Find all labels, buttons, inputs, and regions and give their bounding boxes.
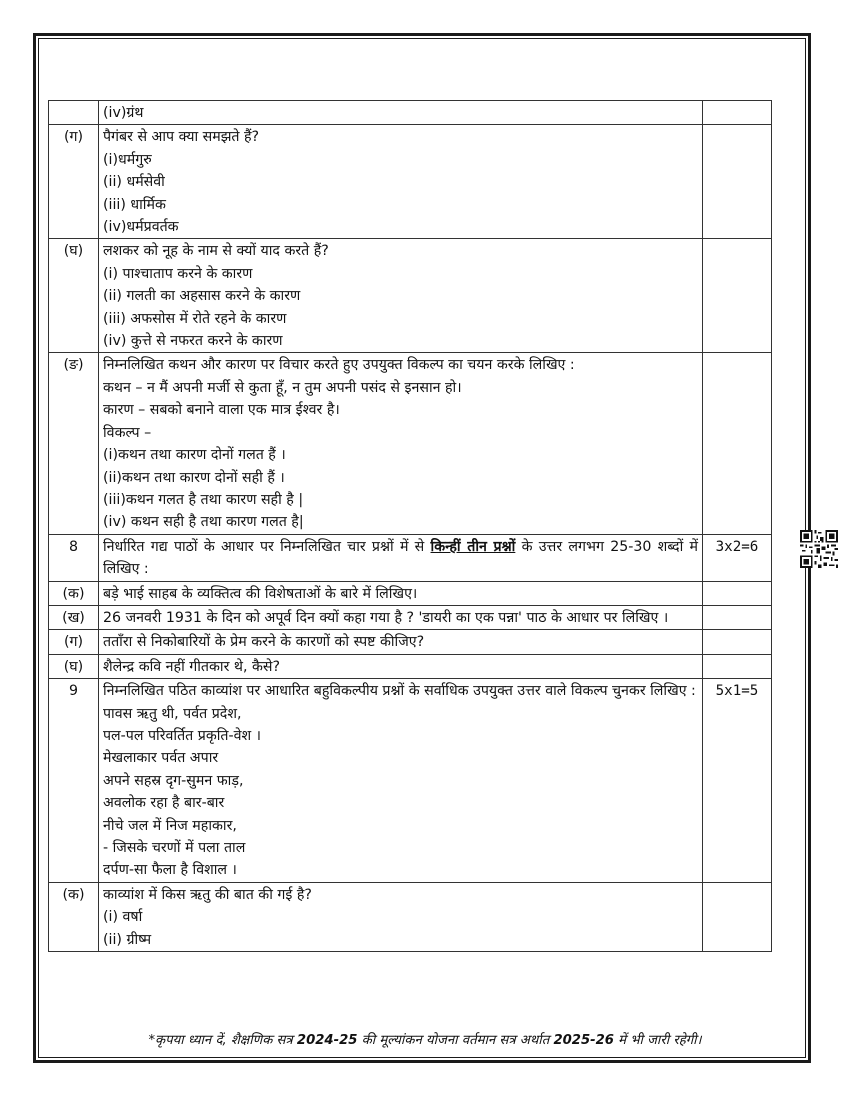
marks-cell (703, 239, 772, 353)
option-line: (iv) कथन सही है तथा कारण गलत है| (103, 514, 304, 531)
question-text: लशकर को नूह के नाम से क्यों याद करते हैं? (103, 243, 329, 260)
footer-current-year: 2025-26 (553, 1033, 614, 1048)
footer-session-year: 2024-25 (296, 1033, 358, 1048)
marks-cell (703, 630, 772, 654)
question-body (99, 605, 703, 629)
footer-text-start: *कृपया ध्यान दें, शैक्षणिक सत्र (148, 1033, 297, 1048)
question-number: (ग) (49, 125, 99, 239)
question-text: पैगंबर से आप क्या समझते हैं? (103, 129, 260, 146)
table-row (49, 630, 772, 654)
question-body (99, 534, 703, 581)
question-number: (क) (49, 882, 99, 951)
question-text: काव्यांश में किस ऋतु की बात की गई है? (103, 886, 312, 903)
question-table (48, 100, 772, 952)
reason-line: कारण – सबको बनाने वाला एक मात्र ईश्वर है। (103, 402, 340, 419)
option-line: (iii) धार्मिक (103, 196, 166, 213)
option-line: (i) पाश्चाताप करने के कारण (103, 265, 253, 282)
option-line: (iv)ग्रंथ (103, 105, 144, 121)
option-line: (ii) ग्रीष्म (103, 931, 152, 948)
question-text (103, 536, 698, 581)
table-row (49, 882, 772, 951)
question-number: (ख) (49, 605, 99, 629)
table-row (49, 239, 772, 353)
table-row (49, 605, 772, 629)
table-row (49, 679, 772, 883)
question-number: 8 (49, 534, 99, 581)
option-line: (ii) धर्मसेवी (103, 174, 165, 191)
emphasis-text: किन्हीं तीन प्रश्नों (430, 538, 516, 555)
footer-text-middle: की मूल्यांकन योजना वर्तमान सत्र अर्थात (357, 1033, 554, 1048)
marks-cell (703, 605, 772, 629)
marks-cell (703, 101, 772, 125)
option-line: (iii) अफसोस में रोते रहने के कारण (103, 310, 287, 327)
question-text: शैलेन्द्र कवि नहीं गीतकार थे, कैसे? (103, 658, 280, 675)
table-row (49, 581, 772, 605)
marks-cell (703, 581, 772, 605)
question-text: निम्नलिखित पठित काव्यांश पर आधारित बहुविकल्पीय प्रश्नों के सर्वाधिक उपयुक्त उत्तर वाले विकल्प चुनकर लिखिए : (103, 683, 696, 700)
question-number: (घ) (49, 239, 99, 353)
question-body (99, 882, 703, 951)
question-text: तताँरा से निकोबारियों के प्रेम करने के कारणों को स्पष्ट कीजिए? (103, 634, 425, 651)
question-body (99, 630, 703, 654)
qr-code-icon (800, 528, 838, 570)
marks-cell (703, 654, 772, 678)
option-line: (iv) कुत्ते से नफरत करने के कारण (103, 333, 283, 350)
question-body (99, 239, 703, 353)
question-number: (ङ) (49, 353, 99, 534)
options-heading: विकल्प – (103, 424, 152, 441)
question-body (99, 125, 703, 239)
statement-line: कथन – न मैं अपनी मर्जी से कुता हूँ, न तुम अपनी पसंद से इनसान हो। (103, 379, 462, 396)
poem-line: दर्पण-सा फैला है विशाल । (103, 862, 237, 879)
question-number (49, 101, 99, 125)
option-line: (i)कथन तथा कारण दोनों गलत हैं । (103, 447, 286, 464)
question-body (99, 101, 703, 125)
question-number: (ग) (49, 630, 99, 654)
poem-line: मेखलाकार पर्वत अपार (103, 750, 219, 767)
footer-text-end: में भी जारी रहेगी। (613, 1033, 702, 1048)
footer-note (0, 1030, 850, 1048)
question-body (99, 581, 703, 605)
marks-cell (703, 125, 772, 239)
option-line: (i)धर्मगुरु (103, 151, 152, 168)
table-row (49, 353, 772, 534)
table-row (49, 654, 772, 678)
question-text: 26 जनवरी 1931 के दिन को अपूर्व दिन क्यों कहा गया है ? 'डायरी का एक पन्ना' पाठ के आधार पर लिखिए । (103, 609, 669, 626)
question-number: (घ) (49, 654, 99, 678)
question-text-start: निर्धारित गद्य पाठों के आधार पर निम्नलिखित चार प्रश्नों में से (103, 538, 431, 555)
question-text: बड़े भाई साहब के व्यक्तित्व की विशेषताओं के बारे में लिखिए। (103, 585, 418, 602)
table-row (49, 125, 772, 239)
poem-line: नीचे जल में निज महाकार, (103, 817, 237, 834)
marks-cell (703, 882, 772, 951)
question-body (99, 679, 703, 883)
question-number: 9 (49, 679, 99, 883)
option-line: (iii)कथन गलत है तथा कारण सही है | (103, 491, 304, 508)
option-line: (iv)धर्मप्रवर्तक (103, 219, 179, 236)
option-line: (ii)कथन तथा कारण दोनों सही हैं । (103, 469, 285, 486)
poem-line: - जिसके चरणों में पला ताल (103, 840, 246, 856)
question-number: (क) (49, 581, 99, 605)
marks-cell: 3x2=6 (703, 534, 772, 581)
question-text-end: के उत्तर लगभग 25-30 शब्दों में लिखिए : (103, 538, 698, 578)
marks-cell: 5x1=5 (703, 679, 772, 883)
question-text: निम्नलिखित कथन और कारण पर विचार करते हुए उपयुक्त विकल्प का चयन करके लिखिए : (103, 357, 575, 374)
table-row (49, 534, 772, 581)
question-body (99, 353, 703, 534)
poem-line: पल-पल परिवर्तित प्रकृति-वेश । (103, 727, 262, 744)
poem-line: पावस ऋतु थी, पर्वत प्रदेश, (103, 705, 242, 722)
marks-cell (703, 353, 772, 534)
question-body (99, 654, 703, 678)
option-line: (ii) गलती का अहसास करने के कारण (103, 288, 301, 305)
poem-line: अपने सहस्र दृग-सुमन फाड़, (103, 772, 244, 789)
option-line: (i) वर्षा (103, 909, 143, 926)
table-row (49, 101, 772, 125)
poem-line: अवलोक रहा है बार-बार (103, 795, 225, 812)
